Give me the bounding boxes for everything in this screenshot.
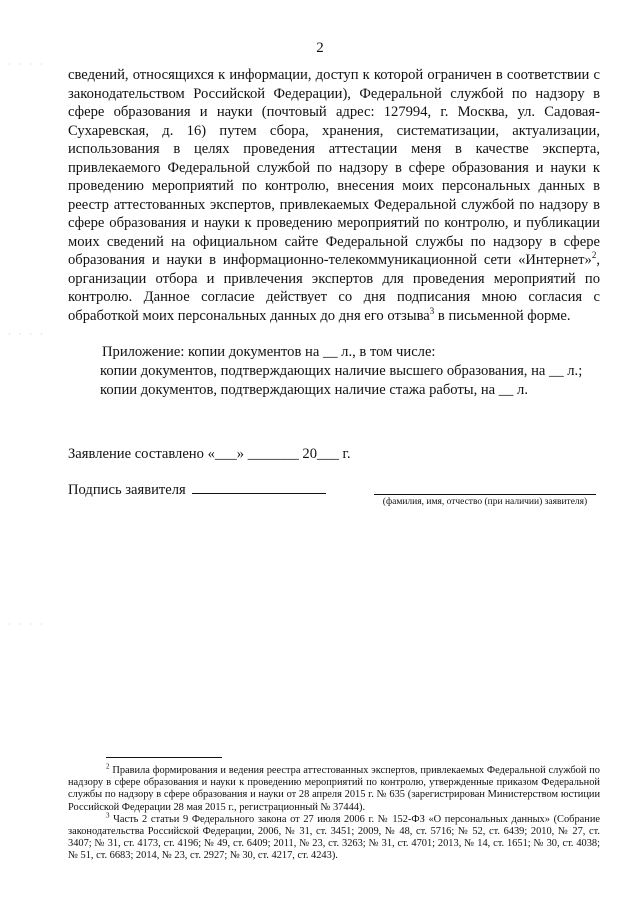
footnote-ref-2: 2 — [591, 250, 597, 261]
appendix-line: Приложение: копии документов на __ л., в том числе: — [102, 344, 436, 360]
appendix-block — [102, 343, 602, 400]
appendix-line: копии документов, подтверждающих наличие высшего образования, на __ л.; — [100, 363, 583, 379]
scan-edge-mark: · · · · — [8, 60, 46, 69]
consent-text: сведений, относящихся к информации, доступ к которой ограничен в соответствии с законодательством Российской Федерации), Федеральной службой по надзору в сфере образования и науки (почтовый адрес: 127994, г. Москва, ул. Садовая-Сухаревская, д. 16) путем сбора, хранения, систематизации, актуализации, использования в целях проведения аттестации меня в качестве эксперта, привлекаемого Федеральной службой по надзору в сфере образования и науки к проведению мероприятий по контролю, внесения моих персональных данных в реестр аттестованных экспертов, привлекаемых Федеральной службой по надзору в сфере образования и науки к проведению мероприятий по контролю, и публикации моих сведений на официальном сайте Федеральной службы по надзору в сфере образования и науки в информационно-телекоммуникационной сети «Интернет» — [68, 67, 600, 268]
footnote-2 — [68, 762, 600, 814]
consent-text-cont: , организации отбора и привлечения экспертов для проведения мероприятий по контролю. Данное согласие действует со дня подписания мною согласия с обработкой моих персональных данных до дня его отзыва — [68, 252, 600, 324]
scan-edge-mark: · · · · — [8, 330, 46, 339]
appendix-line: копии документов, подтверждающих наличие стажа работы, на __ л. — [100, 382, 528, 398]
footnote-text: Часть 2 статьи 9 Федерального закона от 27 июля 2006 г. № 152-ФЗ «О персональных данных» (Собрание законодательства Российской Федерации, 2006, № 31, ст. 3451; 2009, № 48, ст. 5716; № 52, ст. 6439; 2010, № 27, ст. 3407; № 31, ст. 4173, ст. 4196; № 49, ст. 6409; 2011, № 23, ст. 3263; № 31, ст. 4701; 2013, № 14, ст. 1651; № 30, ст. 4038; № 51, ст. 6683; 2014, № 23, ст. 2927; № 30, ст. 4217, ст. 4243). — [68, 813, 600, 862]
footnotes — [68, 762, 600, 863]
signature-row — [68, 481, 326, 499]
footnote-text: Правила формирования и ведения реестра аттестованных экспертов, привлекаемых Федеральной службой по надзору в сфере образования и науки к проведению мероприятий по контролю, утвержденные приказом Федеральной службы по надзору в сфере образования и науки от 28 апреля 2015 г. № 635 (зарегистрирован Министерством юстиции Российской Федерации 28 мая 2015 г., регистрационный № 37444). — [68, 765, 600, 813]
signature-line — [192, 481, 326, 494]
footnote-number: 3 — [106, 811, 110, 820]
statement-date-line: Заявление составлено «___» _______ 20___ г. — [68, 446, 351, 462]
fio-line — [374, 494, 596, 495]
consent-text-end: в письменной форме. — [434, 307, 571, 324]
footnote-3 — [68, 811, 600, 863]
page-number: 2 — [316, 40, 324, 56]
fio-caption: (фамилия, имя, отчество (при наличии) заявителя) — [382, 497, 588, 507]
signature-label: Подпись заявителя — [68, 482, 186, 498]
scan-edge-mark: · · · · — [8, 620, 46, 629]
consent-paragraph — [68, 66, 600, 325]
footnote-ref-3: 3 — [429, 305, 435, 316]
footnote-number: 2 — [106, 762, 110, 771]
footnote-separator — [106, 757, 222, 758]
